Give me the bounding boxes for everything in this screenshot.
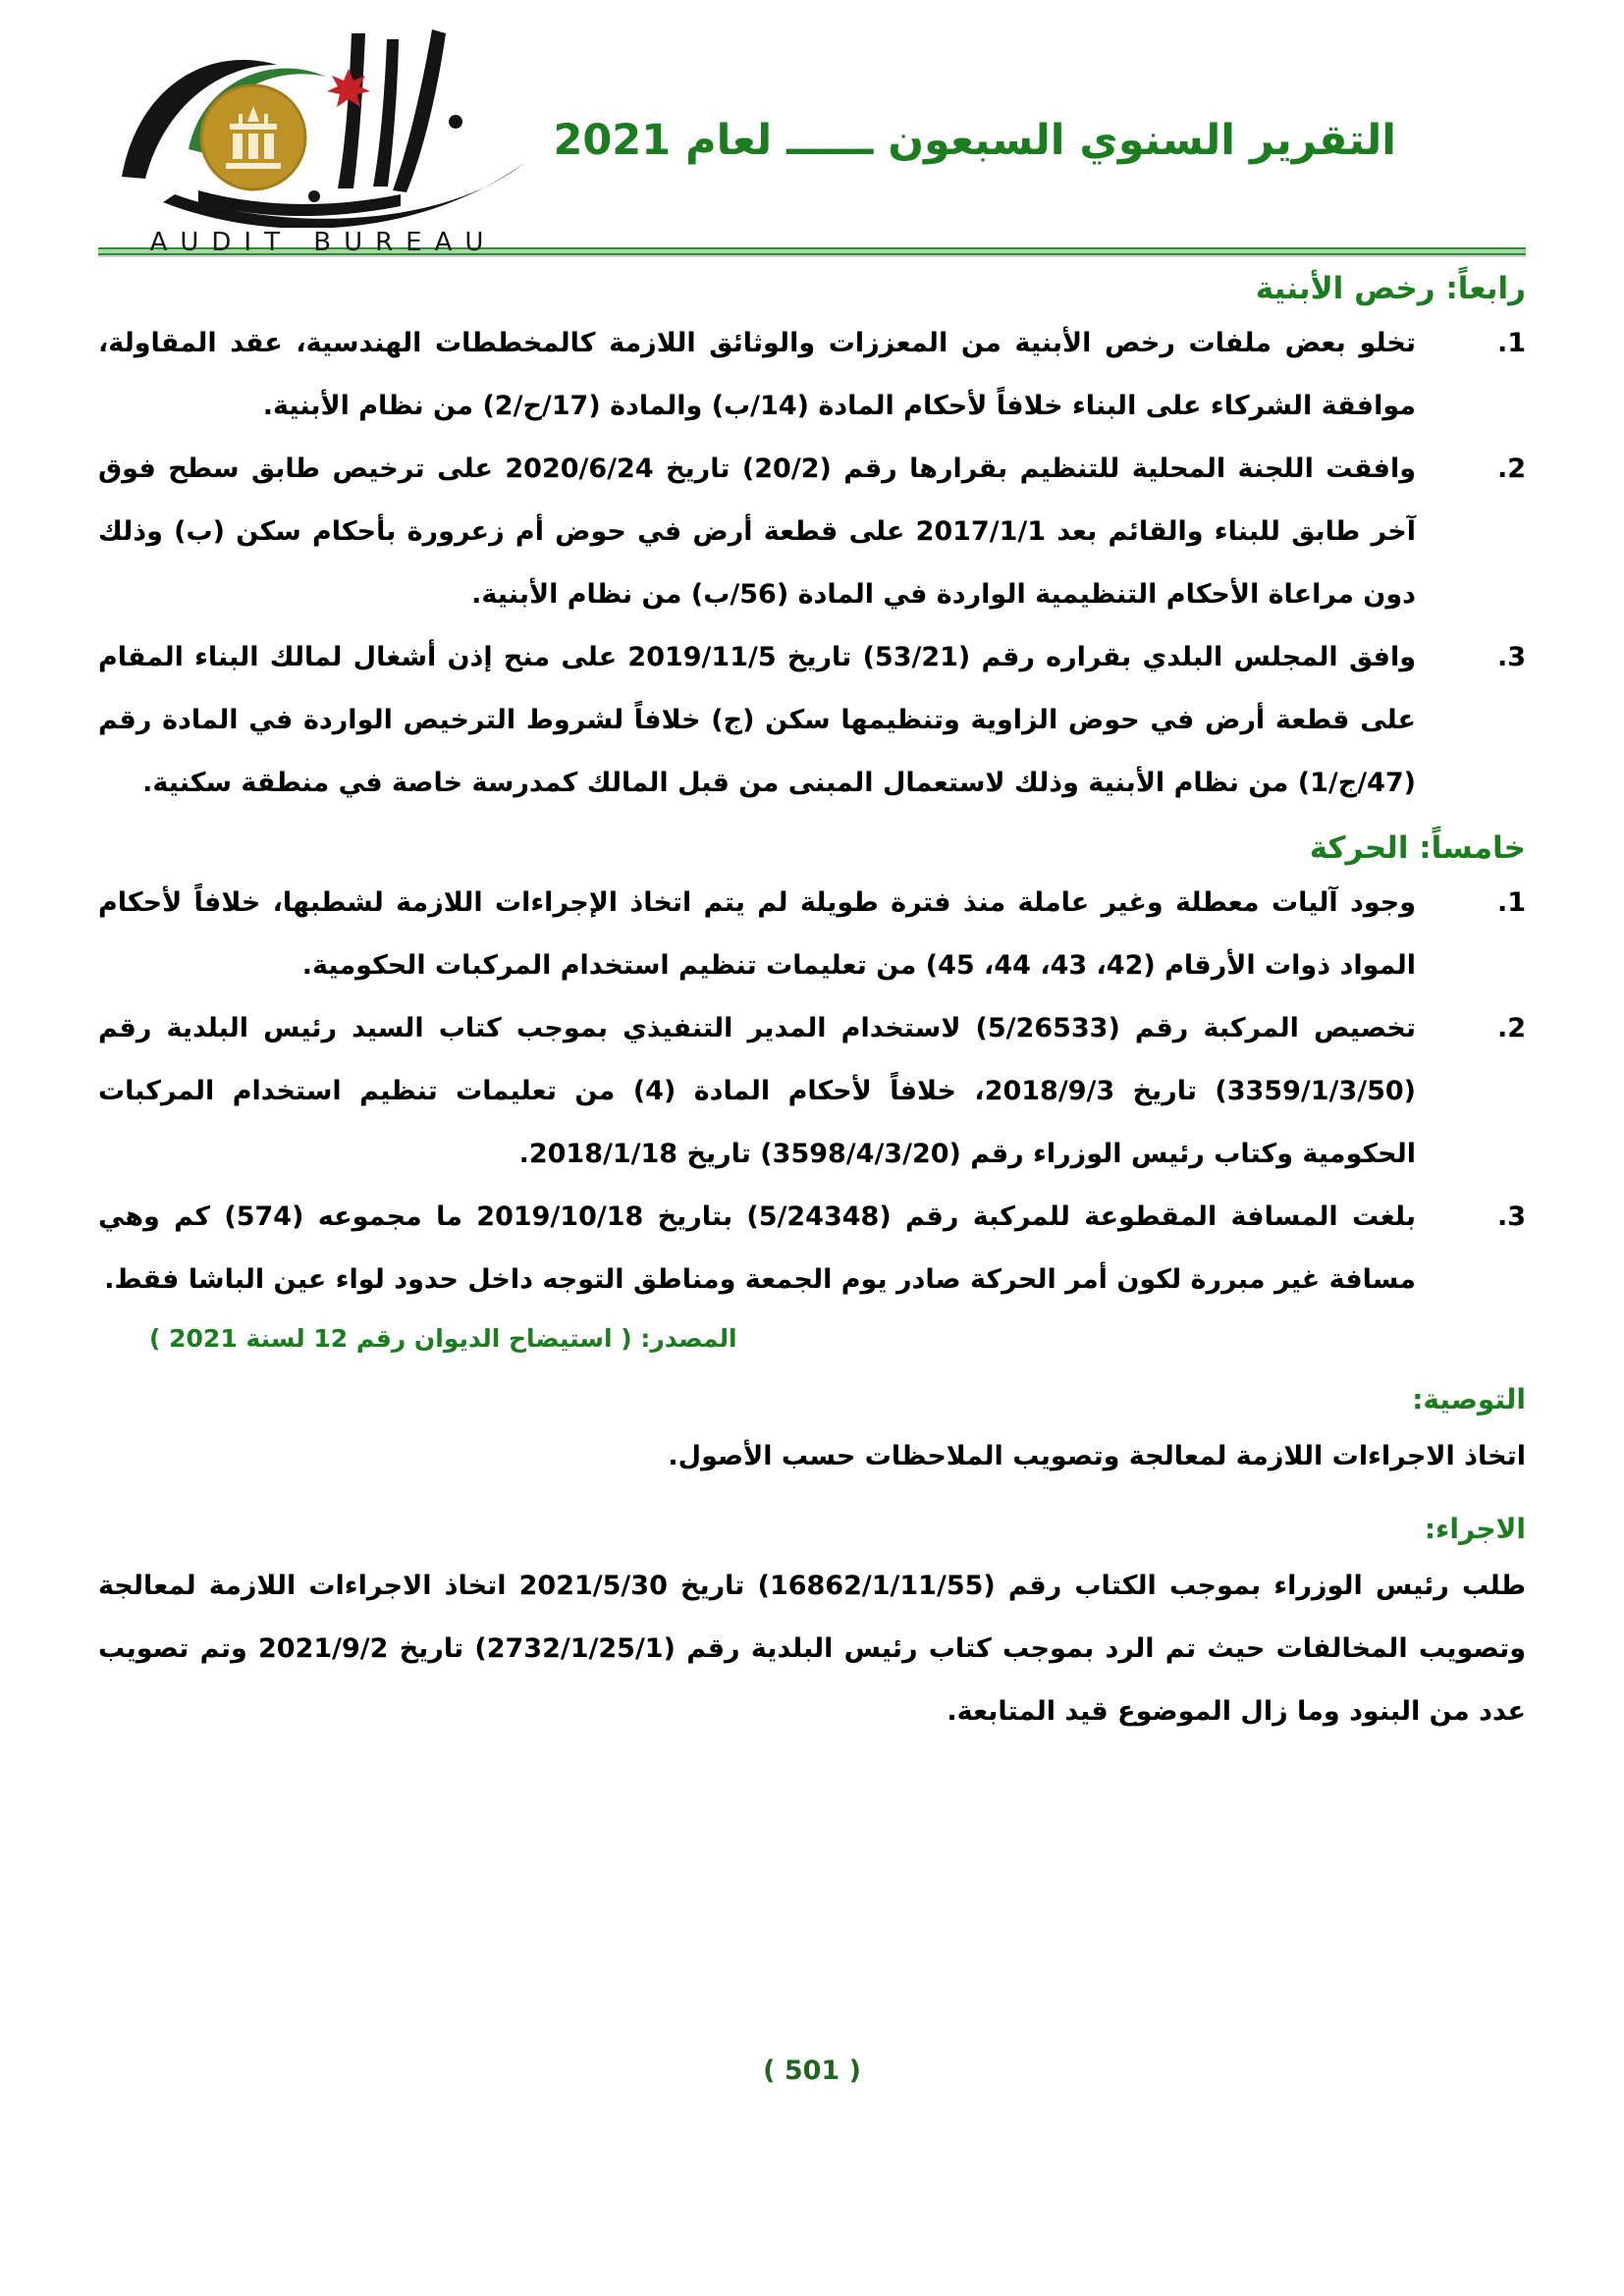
action-label: الاجراء: [1424, 1513, 1526, 1545]
brand-name-en: AUDIT BUREAU [149, 228, 497, 257]
item-number: 2. [1496, 454, 1526, 484]
action-text: طلب رئيس الوزراء بموجب الكتاب رقم (16862/1/11/55) تاريخ 2021/5/30 اتخاذ الاجراءات اللازمة لمعالجة وتصويب المخالفات حيث تم الرد بموجب كتاب رئيس البلدية رقم (2732/1/25/1) تاريخ 2021/9/2 وتم تصويب عدد من البنود وما زال الموضوع قيد المتابعة. [98, 1571, 1526, 1727]
report-body [98, 267, 1526, 1743]
item-text: وافقت اللجنة المحلية للتنظيم بقرارها رقم (20/2) تاريخ 2020/6/24 على ترخيص طابق سطح فوق آخر طابق للبناء والقائم بعد 2017/1/1 على قطعة أرض في حوض أم زعرورة بأحكام سكن (ب) وذلك دون مراعاة الأحكام التنظيمية الواردة في المادة (56/ب) من نظام الأبنية. [98, 454, 1417, 610]
building-permits-findings-list [98, 312, 1526, 815]
item-text: وافق المجلس البلدي بقراره رقم (53/21) تاريخ 2019/11/5 على منح إذن أشغال لمالك البناء المقام على قطعة أرض في حوض الزاوية وتنظيمها سكن (ج) خلافاً لشروط الترخيص الواردة في المادة رقم (47/ج/1) من نظام الأبنية وذلك لاستعمال المبنى من قبل المالك كمدرسة خاصة في منطقة سكنية. [98, 642, 1416, 798]
report-title: التقرير السنوي السبعون ــــــ لعام 2021 [553, 116, 1396, 165]
list-item [98, 438, 1526, 626]
source-note: المصدر: ( استيضاح الديوان رقم 12 لسنة 2021 ) [149, 1324, 737, 1353]
recommendation-label: التوصية: [1412, 1383, 1526, 1415]
list-item [98, 312, 1526, 438]
page-footer [0, 2056, 1624, 2086]
list-item [98, 872, 1526, 997]
section-heading-transport: خامساً: الحركة [1309, 830, 1526, 866]
item-number: 2. [1496, 1013, 1526, 1043]
audit-bureau-logo [104, 27, 542, 257]
item-text: بلغت المسافة المقطوعة للمركبة رقم (5/24348) بتاريخ 2019/10/18 ما مجموعه (574) كم وهي مسافة غير مبررة لكون أمر الحركة صادر يوم الجمعة ومناطق التوجه داخل حدود لواء عين الباشا فقط. [98, 1201, 1416, 1295]
section-heading-building-permits: رابعاً: رخص الأبنية [1255, 271, 1526, 306]
item-text: تخصيص المركبة رقم (5/26533) لاستخدام المدير التنفيذي بموجب كتاب السيد رئيس البلدية رقم (3359/1/3/50) تاريخ 2018/9/3، خلافاً لأحكام المادة (4) من تعليمات تنظيم استخدام المركبات الحكومية وكتاب رئيس الوزراء رقم (3598/4/3/20) تاريخ 2018/1/18. [98, 1013, 1417, 1169]
item-number: 3. [1496, 642, 1526, 672]
list-item [98, 1186, 1526, 1311]
page-header [0, 0, 1624, 257]
item-number: 3. [1496, 1201, 1526, 1232]
item-number: 1. [1496, 887, 1526, 918]
item-number: 1. [1496, 328, 1526, 358]
page-number: ( 501 ) [763, 2056, 861, 2086]
item-text: تخلو بعض ملفات رخص الأبنية من المعززات والوثائق اللازمة كالمخططات الهندسية، عقد المقاولة، موافقة الشركاء على البناء خلافاً لأحكام المادة (14/ب) والمادة (17/ح/2) من نظام الأبنية. [98, 328, 1416, 421]
list-item [98, 997, 1526, 1186]
transport-findings-list [98, 872, 1526, 1311]
item-text: وجود آليات معطلة وغير عاملة منذ فترة طويلة لم يتم اتخاذ الإجراءات اللازمة لشطبها، خلافاً لأحكام المواد ذوات الأرقام (42، 43، 44، 45) من تعليمات تنظيم استخدام المركبات الحكومية. [98, 887, 1416, 981]
list-item [98, 626, 1526, 815]
recommendation-text: اتخاذ الاجراءات اللازمة لمعالجة وتصويب الملاحظات حسب الأصول. [668, 1441, 1526, 1471]
audit-bureau-calligraphy-icon [104, 27, 542, 228]
